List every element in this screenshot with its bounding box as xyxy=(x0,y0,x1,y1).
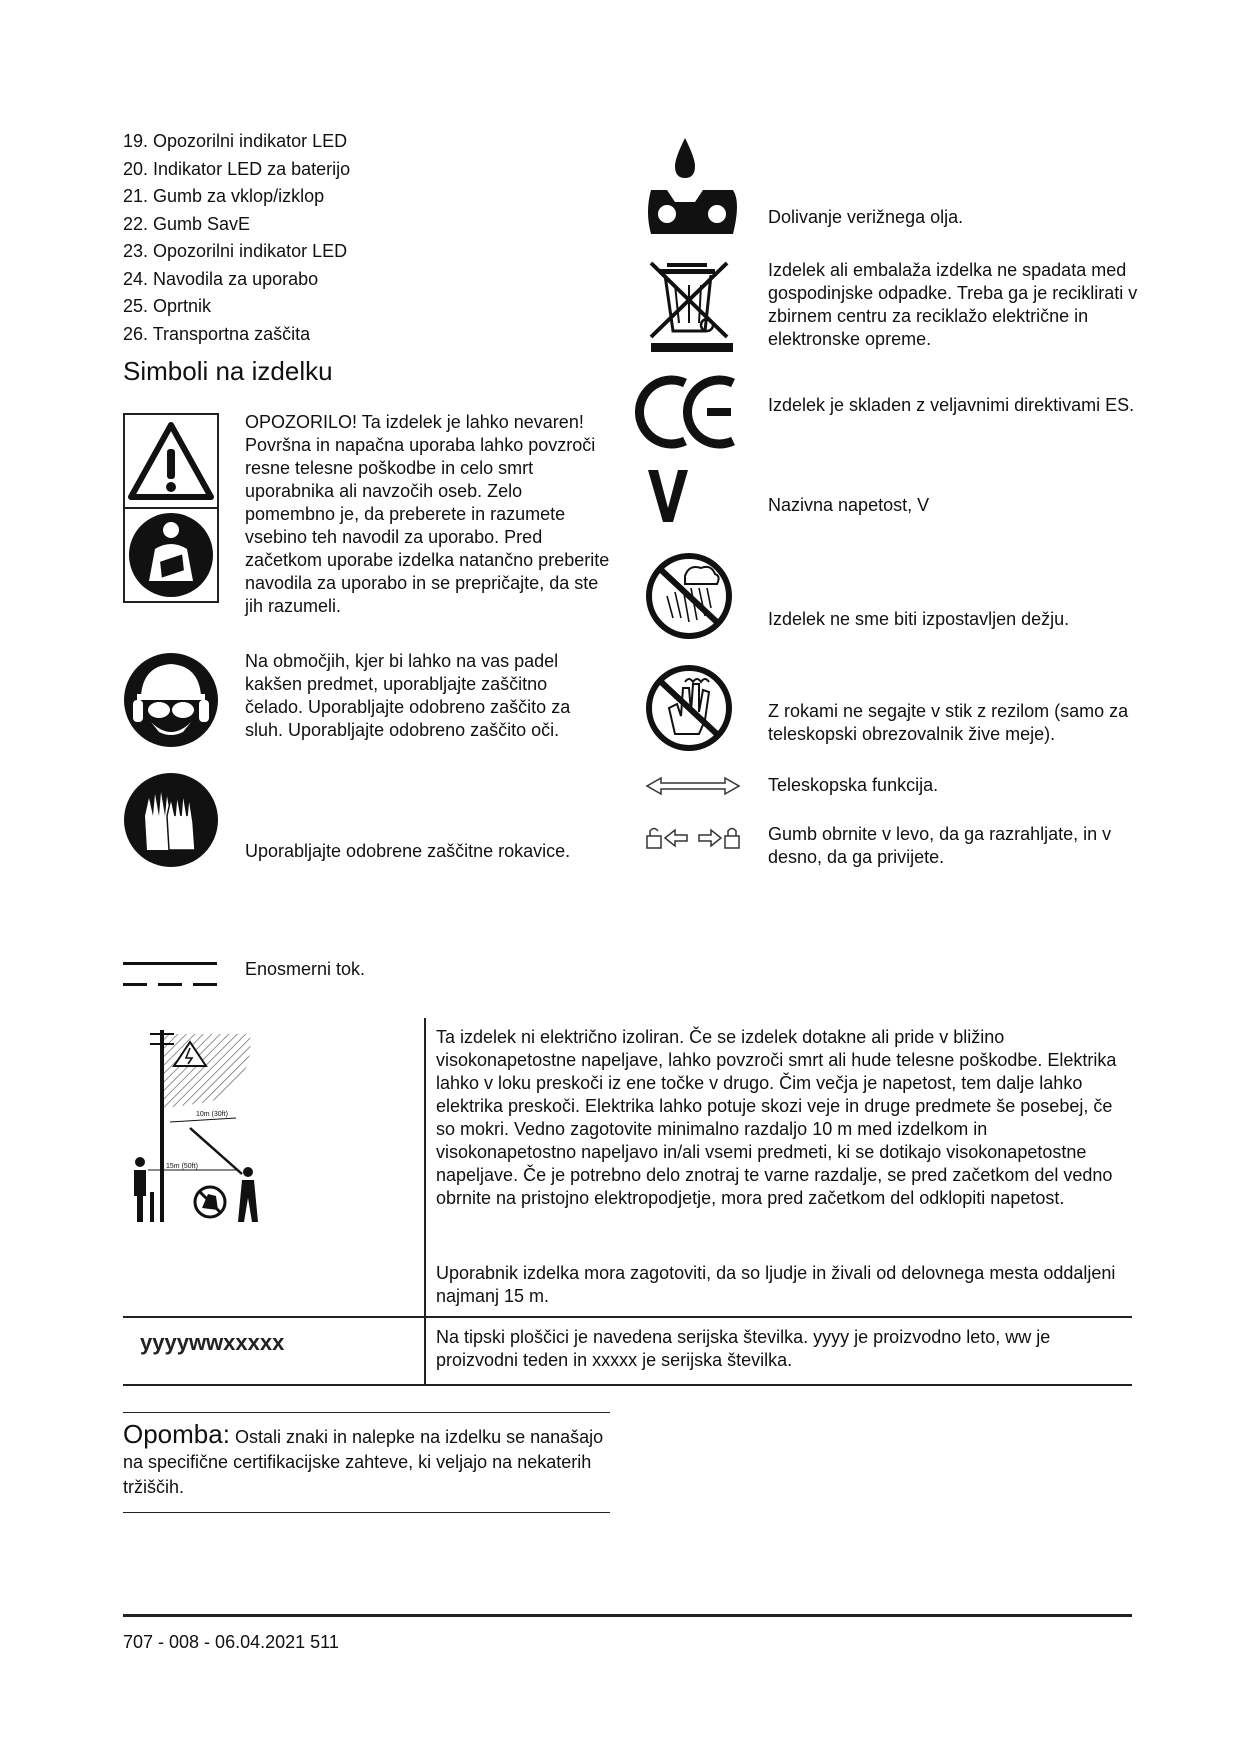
table-divider xyxy=(424,1018,426,1386)
footer-doc-code: 707 - 008 - 06.04.2021 511 xyxy=(123,1632,339,1652)
warning-text: OPOZORILO! Ta izdelek je lahko nevaren! Površna in napačna uporaba lahko povzroči resne telesne poškodbe in celo smrt uporabnika ali navzočih oseb. Zelo pomembno je, da preberete in razumete vsebino teh navodil za uporabo. Pred začetkom uporabe izdelka natančno preberite navodila za uporabo in se prepričajte, da ste jih razumeli. xyxy=(245,412,610,616)
gloves-icon xyxy=(123,772,219,868)
knob-text: Gumb obrnite v levo, da ga razrahljate, in v desno, da ga privijete. xyxy=(768,824,1112,867)
distance-label-10m: 10m (30ft) xyxy=(196,1111,228,1118)
ce-text: Izdelek je skladen z veljavnimi direktivami ES. xyxy=(768,395,1135,415)
weee-bin-icon xyxy=(645,257,741,353)
footer-rule xyxy=(123,1614,1132,1617)
dc-current-icon xyxy=(123,962,217,986)
volt-text: Nazivna napetost, V xyxy=(768,495,930,515)
hands-text: Z rokami ne segajte v stik z rezilom (samo za teleskopski obrezovalnik žive meje). xyxy=(768,701,1129,744)
volt-icon xyxy=(648,470,688,522)
powerline-distance-figure xyxy=(130,1022,290,1222)
dc-text: Enosmerni tok. xyxy=(245,959,366,979)
distance-requirement-text: Uporabnik izdelka mora zagotoviti, da so ljudje in živali od delovnega mesta oddaljeni najmanj 15 m. xyxy=(436,1263,1116,1306)
list-item: 23. Opozorilni indikator LED xyxy=(123,241,348,261)
note-rule-bottom xyxy=(123,1512,610,1513)
distance-label-15m: 15m (50ft) xyxy=(166,1163,198,1170)
warning-manual-icon xyxy=(123,413,219,603)
note-text: Ostali znaki in nalepke na izdelku se nanašajo na specifične certifikacijske zahteve, ki veljajo na nekaterih tržiščih. xyxy=(123,1427,604,1497)
note-block xyxy=(123,1419,610,1500)
gloves-text: Uporabljajte odobrene zaščitne rokavice. xyxy=(245,841,571,861)
list-item: 26. Transportna zaščita xyxy=(123,323,311,344)
no-rain-icon xyxy=(645,552,733,640)
chain-oil-icon xyxy=(645,138,741,234)
head-protection-icon xyxy=(123,652,219,748)
list-item: 24. Navodila za uporabo xyxy=(123,268,319,289)
numbered-component-list xyxy=(123,128,350,348)
section-title: Simboli na izdelku xyxy=(123,356,333,386)
ce-mark-icon xyxy=(643,377,739,447)
table-rule xyxy=(123,1384,1132,1386)
list-item: 19. Opozorilni indikator LED xyxy=(123,131,348,151)
list-item: 22. Gumb SavE xyxy=(123,213,251,234)
protection-text: Na območjih, kjer bi lahko na vas padel kakšen predmet, uporabljajte zaščitno čelado. Uporabljajte odobreno zaščito za sluh. Uporabljajte odobreno zaščito oči. xyxy=(245,651,571,740)
no-hands-icon xyxy=(645,664,733,752)
lock-unlock-icon xyxy=(645,826,741,850)
serial-code: yyyywwxxxxx xyxy=(140,1330,285,1355)
serial-description: Na tipski ploščici je navedena serijska številka. yyyy je proizvodno leto, ww je proizvodni teden in xxxxx je serijska številka. xyxy=(436,1327,1051,1370)
note-label: Opomba: xyxy=(123,1419,230,1449)
telescopic-text: Teleskopska funkcija. xyxy=(768,775,939,795)
telescopic-arrow-icon xyxy=(645,776,741,796)
oil-text: Dolivanje verižnega olja. xyxy=(768,207,964,227)
rain-text: Izdelek ne sme biti izpostavljen dežju. xyxy=(768,609,1070,629)
weee-text: Izdelek ali embalaža izdelka ne spadata med gospodinjske odpadke. Treba ga je reciklirati v zbirnem centru za reciklažo električne in elektronske opreme. xyxy=(768,260,1138,349)
list-item: 25. Oprtnik xyxy=(123,296,212,316)
table-rule xyxy=(123,1316,1132,1318)
list-item: 21. Gumb za vklop/izklop xyxy=(123,186,325,206)
note-rule-top xyxy=(123,1412,610,1413)
powerline-warning-text: Ta izdelek ni električno izoliran. Če se izdelek dotakne ali pride v bližino visokonapetostne napeljave, lahko povzroči smrt ali hude telesne poškodbe. Elektrika lahko v loku preskoči iz ene točke v drugo. Čim večja je napetost, tem dalje lahko elektrika preskoči. Elektrika lahko potuje skozi veje in druge predmete še posebej, če so mokri. Vedno zagotovite minimalno razdaljo 10 m med izdelkom in visokonapetostno napeljavo in/ali vsemi predmeti, ki se dotikajo visokonapetostne napeljave. Če je potrebno delo znotraj te varne razdalje, se pred začetkom del vedno obrnite na pristojno elektropodjetje, mora pred začetkom del odklopiti napetost. xyxy=(436,1027,1117,1208)
list-item: 20. Indikator LED za baterijo xyxy=(123,158,351,179)
